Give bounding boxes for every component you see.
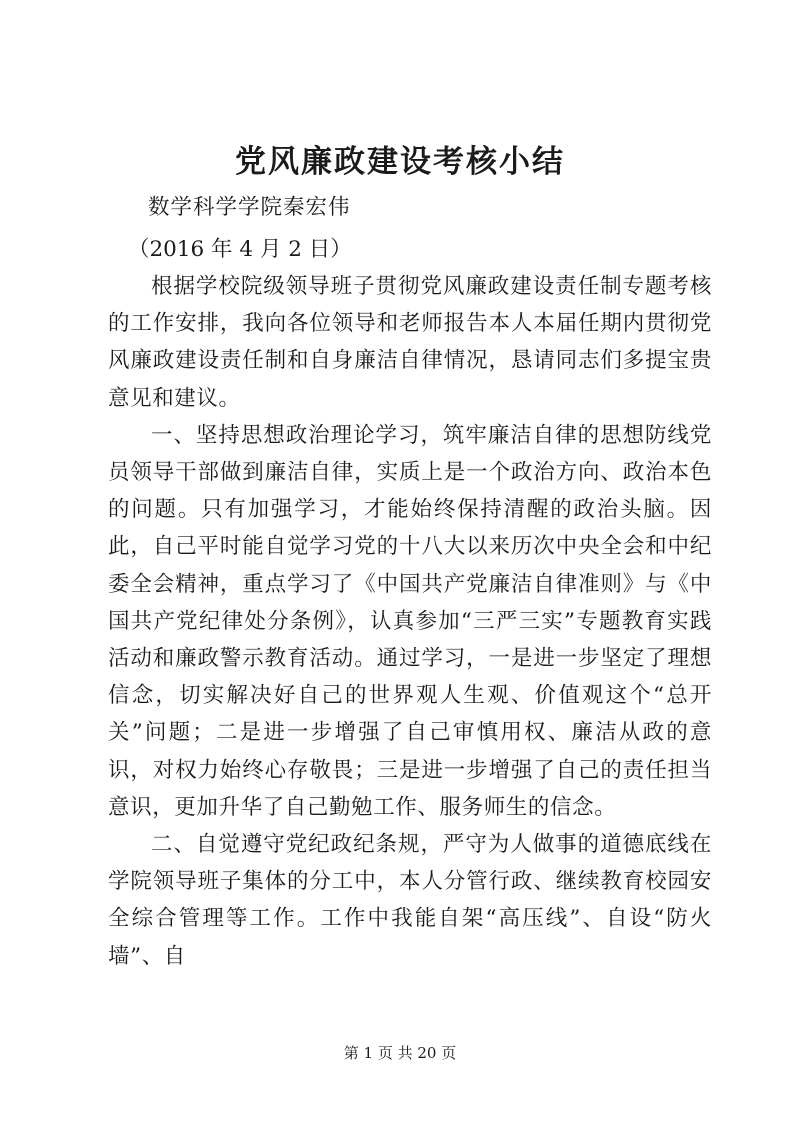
page-footer: 第 1 页 共 20 页 <box>343 1044 457 1062</box>
document-body <box>108 268 712 975</box>
author-line: 数学科学学院秦宏伟 <box>148 195 351 220</box>
paragraph-section-one: 一、坚持思想政治理论学习，筑牢廉洁自律的思想防线党员领导干部做到廉洁自律，实质上是一个政治方向、政治本色的问题。只有加强学习，才能始终保持清醒的政治头脑。因此，自己平时能自觉学习党的十八大以来历次中央全会和中纪委全会精神，重点学习了《中国共产党廉洁自律准则》与《中国共产党纪律处分条例》，认真参加“三严三实”专题教育实践活动和廉政警示教育活动。通过学习，一是进一步坚定了理想信念，切实解决好自己的世界观人生观、价值观这个“总开关”问题；二是进一步增强了自己审慎用权、廉洁从政的意识，对权力始终心存敬畏；三是进一步增强了自己的责任担当意识，更加升华了自己勤勉工作、服务师生的信念。 <box>108 422 712 820</box>
document-title: 党风廉政建设考核小结 <box>235 144 565 180</box>
paragraph-intro: 根据学校院级领导班子贯彻党风廉政建设责任制专题考核的工作安排，我向各位领导和老师报告本人本届任期内贯彻党风廉政建设责任制和自身廉洁自律情况，恳请同志们多提宝贵意见和建议。 <box>108 274 712 411</box>
date-line: （2016 年 4 月 2 日） <box>128 237 352 262</box>
paragraph-section-two: 二、自觉遵守党纪政纪条规，严守为人做事的道德底线在学院领导班子集体的分工中，本人分管行政、继续教育校园安全综合管理等工作。工作中我能自架“高压线”、自设“防火墙”、自 <box>108 832 712 969</box>
